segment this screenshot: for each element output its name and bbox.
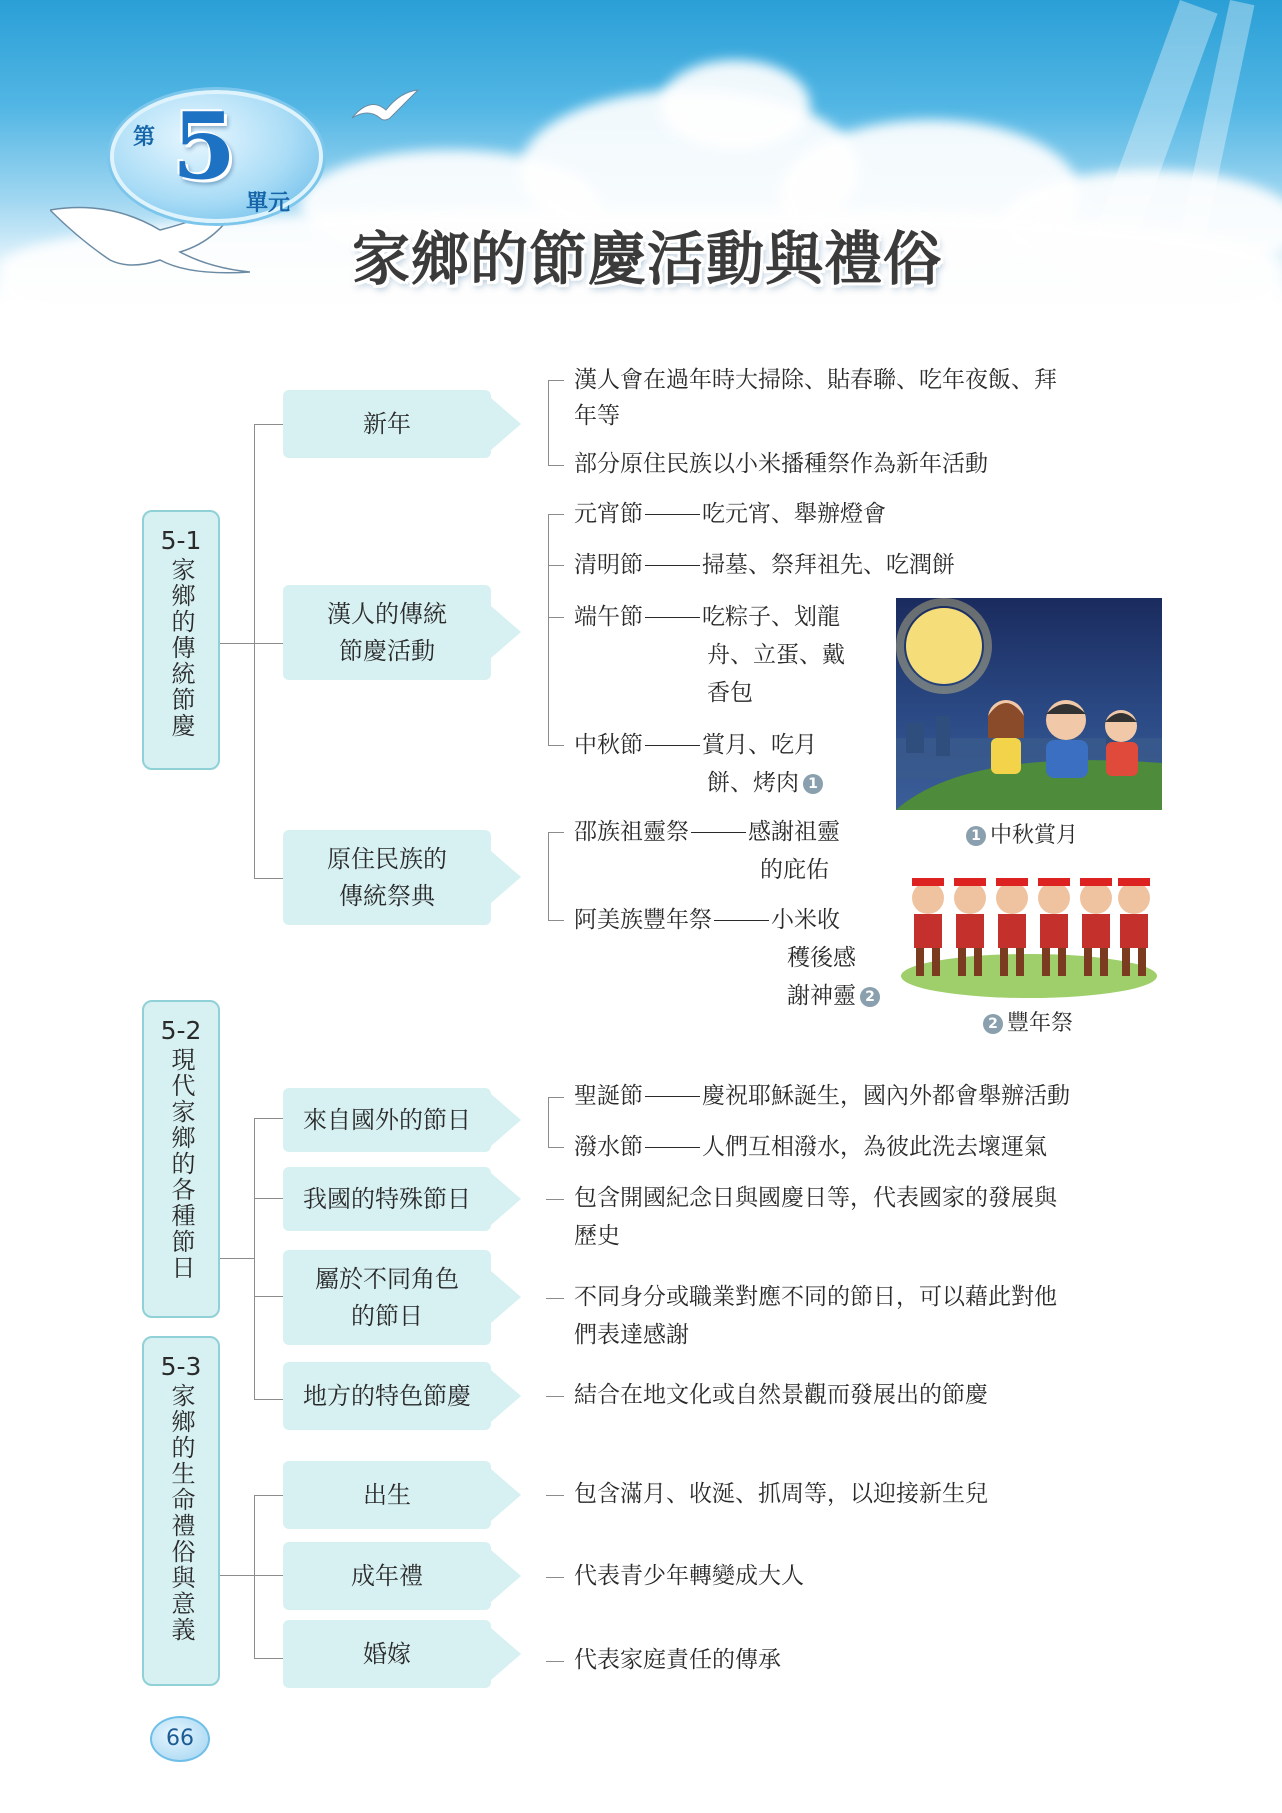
connector <box>220 643 254 644</box>
chevron-right-icon <box>491 606 521 658</box>
caption-mark: 2 <box>983 1014 1003 1034</box>
birth-detail: 包含滿月、收涎、抓周等，以迎接新生兒 <box>574 1481 988 1507</box>
festival-desc: 吃元宵、舉辦燈會 <box>702 501 886 527</box>
connector <box>548 565 564 566</box>
chevron-right-icon <box>491 851 521 903</box>
connector <box>254 878 283 879</box>
connector <box>254 1118 283 1119</box>
dash <box>645 565 700 566</box>
photo-ref-mark: 1 <box>803 774 823 794</box>
connector <box>546 1199 564 1200</box>
connector <box>546 1495 564 1496</box>
unit-suffix: 單元 <box>246 191 291 216</box>
topic-label: 出生 <box>363 1480 411 1509</box>
topic-label-line1: 屬於不同角色 <box>315 1264 459 1293</box>
roles-detail-1: 不同身分或職業對應不同的節日，可以藉此對他 <box>574 1284 1057 1310</box>
topic-label-line1: 漢人的傳統 <box>327 599 447 628</box>
caption-text: 中秋賞月 <box>990 823 1079 848</box>
harvest-festival-illustration <box>898 858 1160 998</box>
connector <box>254 1495 283 1496</box>
caption-mid-autumn <box>966 818 1078 849</box>
section-label: 家鄉的傳統節慶 <box>167 557 195 739</box>
dash <box>645 514 700 515</box>
new-year-detail-1: 漢人會在過年時大掃除、貼春聯、吃年夜飯、拜 <box>574 367 1057 393</box>
connector <box>254 1296 283 1297</box>
topic-label: 來自國外的節日 <box>303 1105 471 1134</box>
section-tab-5-3 <box>142 1336 220 1686</box>
unit-prefix: 第 <box>133 125 156 150</box>
ceremony-name: 邵族祖靈祭 <box>574 819 689 845</box>
chevron-right-icon <box>491 1271 521 1323</box>
connector <box>254 1495 255 1658</box>
connector <box>546 1661 564 1662</box>
caption-mark: 1 <box>966 826 986 846</box>
ceremony-amis <box>574 902 840 939</box>
national-detail-1: 包含開國紀念日與國慶日等，代表國家的發展與 <box>574 1185 1057 1211</box>
connector <box>548 514 564 515</box>
dash <box>645 1096 700 1097</box>
connector <box>546 1396 564 1397</box>
festival-qingming <box>574 547 955 584</box>
coming-of-age-detail: 代表青少年轉變成大人 <box>574 1563 804 1589</box>
topic-label-line2: 節慶活動 <box>339 636 435 665</box>
connector <box>254 424 283 425</box>
holiday-water-splashing <box>574 1129 1047 1166</box>
connector <box>546 1577 564 1578</box>
connector <box>254 643 283 644</box>
new-year-detail-1-cont: 年等 <box>574 403 620 429</box>
ceremony-amis-desc-3 <box>787 978 880 1015</box>
topic-label-line2: 傳統祭典 <box>339 881 435 910</box>
connector <box>546 1298 564 1299</box>
topic-label: 成年禮 <box>351 1561 423 1590</box>
section-label: 現代家鄉的各種節日 <box>167 1047 195 1281</box>
festival-dragon-boat-desc-2: 舟、立蛋、戴 <box>707 642 845 668</box>
ceremony-thao <box>574 814 840 851</box>
marriage-detail: 代表家庭責任的傳承 <box>574 1647 781 1673</box>
ceremony-amis-desc-2: 穫後感 <box>787 945 856 971</box>
festival-desc: 餅、烤肉 <box>707 770 799 796</box>
connector <box>548 380 564 381</box>
ceremony-thao-desc-2: 的庇佑 <box>760 857 829 883</box>
connector <box>220 1575 254 1576</box>
topic-foreign <box>283 1088 491 1152</box>
connector <box>220 1258 254 1259</box>
ceremony-desc: 感謝祖靈 <box>748 819 840 845</box>
topic-label-line2: 的節日 <box>351 1301 423 1330</box>
chevron-right-icon <box>491 1469 521 1521</box>
topic-label: 新年 <box>363 409 411 438</box>
new-year-detail-2: 部分原住民族以小米播種祭作為新年活動 <box>574 451 988 477</box>
festival-desc: 賞月、吃月 <box>702 732 817 758</box>
connector <box>254 424 255 878</box>
connector <box>548 1097 549 1147</box>
connector <box>548 1147 564 1148</box>
holiday-desc: 慶祝耶穌誕生，國內外都會舉辦活動 <box>702 1083 1070 1109</box>
festival-name: 元宵節 <box>574 501 643 527</box>
festival-dragon-boat <box>574 599 840 636</box>
topic-label-line1: 原住民族的 <box>327 844 447 873</box>
connector <box>548 514 549 745</box>
local-detail: 結合在地文化或自然景觀而發展出的節慶 <box>574 1382 988 1408</box>
festival-dragon-boat-desc-3: 香包 <box>707 680 753 706</box>
connector <box>548 832 564 833</box>
topic-label: 婚嫁 <box>363 1639 411 1668</box>
topic-label: 我國的特殊節日 <box>303 1184 471 1213</box>
topic-national <box>283 1167 491 1231</box>
topic-marriage <box>283 1620 491 1688</box>
festival-desc: 掃墓、祭拜祖先、吃潤餅 <box>702 552 955 578</box>
connector <box>548 1097 564 1098</box>
section-number: 5-3 <box>160 1352 202 1381</box>
festival-mid-autumn <box>574 727 817 764</box>
section-tab-5-1 <box>142 510 220 770</box>
mid-autumn-illustration <box>896 598 1162 810</box>
holiday-name: 聖誕節 <box>574 1083 643 1109</box>
topic-roles <box>283 1250 491 1345</box>
section-number: 5-1 <box>160 526 202 555</box>
connector <box>548 617 564 618</box>
dash <box>645 745 700 746</box>
photo-ref-mark: 2 <box>860 987 880 1007</box>
ceremony-desc: 小米收 <box>771 907 840 933</box>
caption-harvest <box>983 1006 1073 1037</box>
holiday-christmas <box>574 1078 1070 1115</box>
connector <box>254 1575 283 1576</box>
ceremony-desc: 謝神靈 <box>787 983 856 1009</box>
ceremony-name: 阿美族豐年祭 <box>574 907 712 933</box>
connector <box>254 1399 283 1400</box>
roles-detail-2: 們表達感謝 <box>574 1322 689 1348</box>
connector <box>548 465 564 466</box>
national-detail-2: 歷史 <box>574 1223 620 1249</box>
festival-name: 中秋節 <box>574 732 643 758</box>
festival-name: 端午節 <box>574 604 643 630</box>
caption-text: 豐年祭 <box>1007 1011 1074 1036</box>
topic-label: 地方的特色節慶 <box>303 1381 471 1410</box>
page-number: 66 <box>150 1716 210 1762</box>
chevron-right-icon <box>491 1094 521 1146</box>
section-label: 家鄉的生命禮俗與意義 <box>167 1383 195 1643</box>
seagull-small-icon <box>350 88 420 128</box>
chevron-right-icon <box>491 1550 521 1602</box>
holiday-name: 潑水節 <box>574 1134 643 1160</box>
festival-desc: 吃粽子、划龍 <box>702 604 840 630</box>
holiday-desc: 人們互相潑水，為彼此洗去壞運氣 <box>702 1134 1047 1160</box>
chevron-right-icon <box>491 398 521 450</box>
connector <box>254 1198 283 1199</box>
topic-new-year <box>283 390 491 458</box>
dash <box>645 1147 700 1148</box>
connector <box>254 1658 283 1659</box>
section-tab-5-2 <box>142 1000 220 1318</box>
topic-han-festivals <box>283 585 491 680</box>
topic-local <box>283 1362 491 1430</box>
topic-birth <box>283 1461 491 1529</box>
dash <box>691 832 746 833</box>
connector <box>548 745 564 746</box>
festival-lantern <box>574 496 886 533</box>
unit-number: 5 <box>172 92 237 200</box>
page-title: 家鄉的節慶活動與禮俗 <box>352 225 943 293</box>
dash <box>714 920 769 921</box>
connector <box>548 832 549 920</box>
connector <box>548 920 564 921</box>
chevron-right-icon <box>491 1628 521 1680</box>
dash <box>645 617 700 618</box>
connector <box>254 1118 255 1400</box>
topic-indigenous <box>283 830 491 925</box>
connector <box>548 380 549 465</box>
festival-mid-autumn-desc-2 <box>707 765 823 802</box>
topic-coming-of-age <box>283 1542 491 1610</box>
section-number: 5-2 <box>160 1016 202 1045</box>
chevron-right-icon <box>491 1370 521 1422</box>
chevron-right-icon <box>491 1173 521 1225</box>
festival-name: 清明節 <box>574 552 643 578</box>
